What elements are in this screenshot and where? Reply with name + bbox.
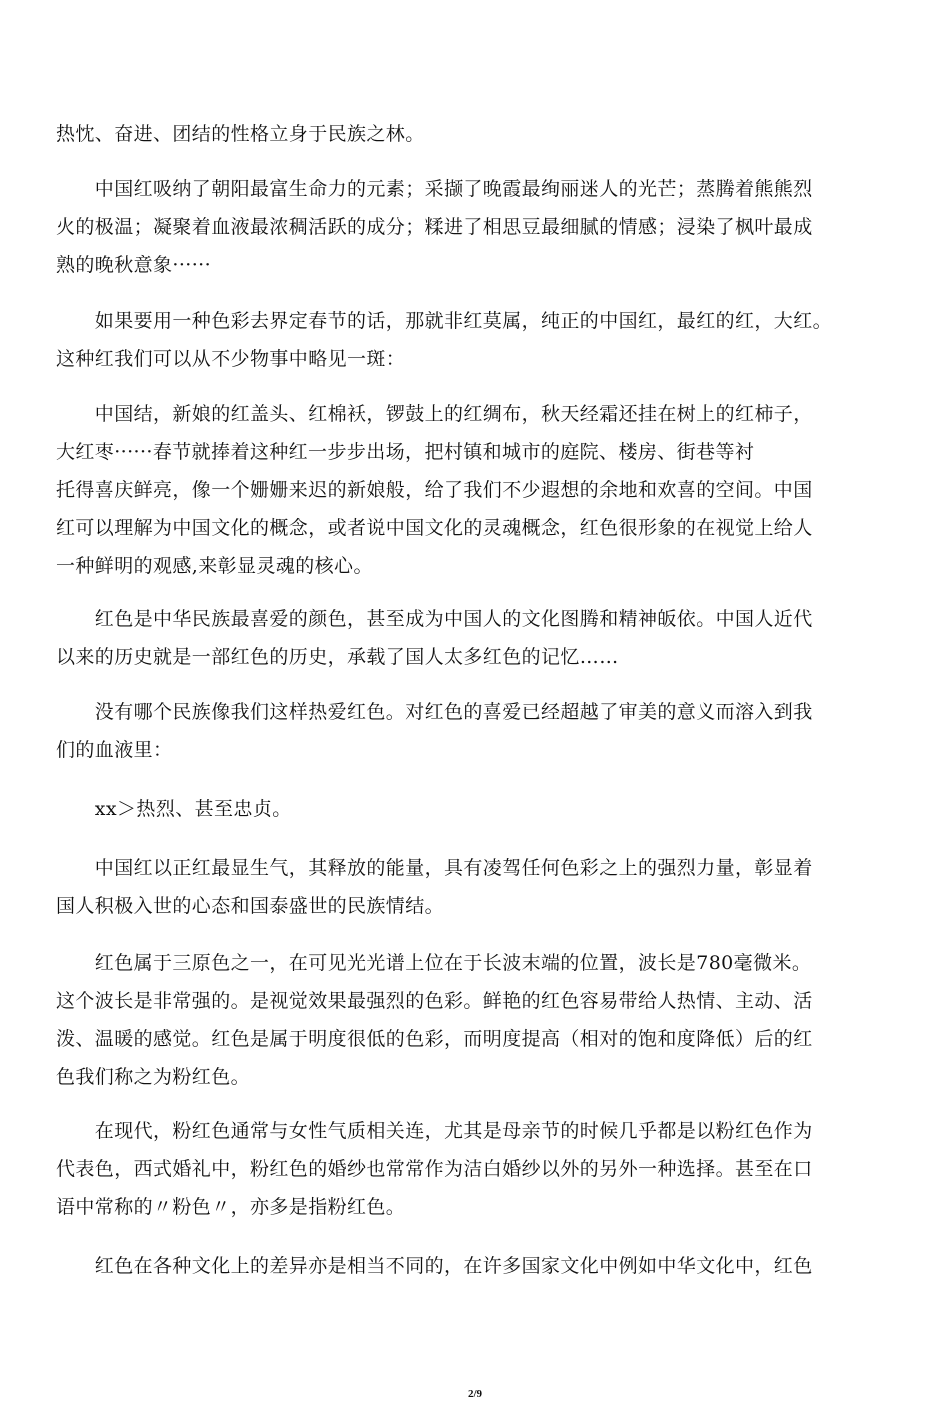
text-line: xx＞热烈、甚至忠贞。 xyxy=(56,798,292,820)
text-line: 们的血液里： xyxy=(56,739,173,761)
text-line: 没有哪个民族像我们这样热爱红色。对红色的喜爱已经超越了审美的意义而溶入到我 xyxy=(56,701,813,723)
text-line: 一种鲜明的观感,来彰显灵魂的核心。 xyxy=(56,555,373,577)
text-line: 这个波长是非常强的。是视觉效果最强烈的色彩。鲜艳的红色容易带给人热情、主动、活 xyxy=(56,990,813,1012)
text-line: 以来的历史就是一部红色的历史，承载了国人太多红色的记忆…… xyxy=(56,646,619,668)
text-line: 火的极温；凝聚着血液最浓稠活跃的成分；糅进了相思豆最细腻的情感；浸染了枫叶最成 xyxy=(56,216,813,238)
text-line: 红色在各种文化上的差异亦是相当不同的，在许多国家文化中例如中华文化中，红色 xyxy=(56,1255,813,1277)
paragraph-10 xyxy=(56,1112,886,1226)
paragraph-9 xyxy=(56,944,886,1096)
text-line: 国人积极入世的心态和国泰盛世的民族情结。 xyxy=(56,895,445,917)
paragraph-5 xyxy=(56,600,886,676)
paragraph-1 xyxy=(56,115,886,153)
text-line: 托得喜庆鲜亮，像一个姗姗来迟的新娘般，给了我们不少遐想的余地和欢喜的空间。中国 xyxy=(56,479,813,501)
text-line: 热忱、奋进、团结的性格立身于民族之林。 xyxy=(56,123,425,145)
text-line: 如果要用一种色彩去界定春节的话，那就非红莫属，纯正的中国红，最红的红，大红。 xyxy=(56,310,833,332)
text-line: 代表色，西式婚礼中，粉红色的婚纱也常常作为洁白婚纱以外的另外一种选择。甚至在口 xyxy=(56,1158,813,1180)
paragraph-8 xyxy=(56,849,886,925)
text-line: 红色属于三原色之一，在可见光光谱上位在于长波末端的位置，波长是780毫微米。 xyxy=(56,952,812,974)
text-line: 泼、温暖的感觉。红色是属于明度很低的色彩，而明度提高（相对的饱和度降低）后的红 xyxy=(56,1028,813,1050)
text-line: 在现代，粉红色通常与女性气质相关连，尤其是母亲节的时候几乎都是以粉红色作为 xyxy=(56,1120,813,1142)
paragraph-11 xyxy=(56,1247,886,1285)
text-line: 中国红吸纳了朝阳最富生命力的元素；采撷了晚霞最绚丽迷人的光芒；蒸腾着熊熊烈 xyxy=(56,178,813,200)
text-line: 中国结，新娘的红盖头、红棉袄，锣鼓上的红绸布，秋天经霜还挂在树上的红柿子， xyxy=(56,403,813,425)
text-line: 色我们称之为粉红色。 xyxy=(56,1066,251,1088)
paragraph-3 xyxy=(56,302,886,378)
text-line: 中国红以正红最显生气，其释放的能量，具有凌驾任何色彩之上的强烈力量，彰显着 xyxy=(56,857,813,879)
text-line: 大红枣······春节就捧着这种红一步步出场，把村镇和城市的庭院、楼房、街巷等衬 xyxy=(56,441,755,463)
text-line: 熟的晚秋意象······ xyxy=(56,254,212,276)
paragraph-2 xyxy=(56,170,886,284)
paragraph-4 xyxy=(56,395,886,585)
text-line: 红色是中华民族最喜爱的颜色，甚至成为中国人的文化图腾和精神皈依。中国人近代 xyxy=(56,608,813,630)
paragraph-7 xyxy=(56,790,886,828)
text-line: 语中常称的〃粉色〃，亦多是指粉红色。 xyxy=(56,1196,406,1218)
text-line: 这种红我们可以从不少物事中略见一斑： xyxy=(56,348,406,370)
paragraph-6 xyxy=(56,693,886,769)
page-number: 2/9 xyxy=(467,1388,483,1400)
text-line: 红可以理解为中国文化的概念，或者说中国文化的灵魂概念，红色很形象的在视觉上给人 xyxy=(56,517,813,539)
